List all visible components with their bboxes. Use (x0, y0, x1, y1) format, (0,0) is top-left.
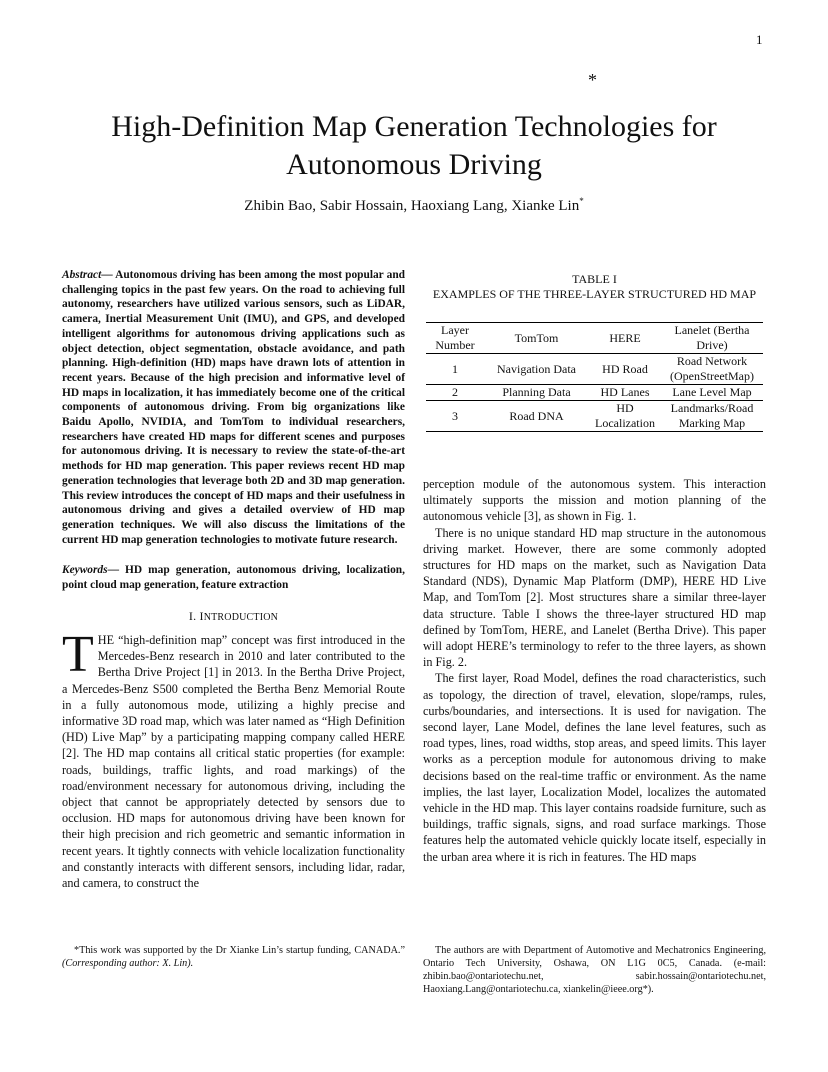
table-cell: 1 (452, 361, 458, 376)
table-title: EXAMPLES OF THE THREE-LAYER STRUCTURED HD MAP (432, 287, 757, 301)
page-number: 1 (756, 32, 763, 47)
table-row (426, 354, 763, 385)
star-mark: * (588, 70, 597, 90)
paragraph-continued: perception module of the autonomous system. This interaction ultimately supports the mission and motion planning of the autonomous vehicle [3], as shown in Fig. 1. (423, 477, 766, 524)
table-cell: HD Road (602, 361, 648, 376)
abstract-dash: — (101, 269, 116, 281)
left-column (62, 268, 405, 891)
keywords-lead: Keywords (62, 564, 108, 577)
table-cell: 3 (452, 408, 458, 423)
paragraph-structures: There is no unique standard HD map structure in the autonomous driving market. However, there are some commonly adopted structures for HD maps on the market, such as Navigation Data Standard (NDS), Dynamic Map Platform (DMP), HERE HD Live Map, and TomTom [2]. Most structures share a similar three-layer data structure. Table I shows the three-layer structured HD map defined by TomTom, HERE, and Lanelet (Bertha Drive). This paper will adopt HERE’s terminology to refer to the three layers, as shown in Fig. 2. (423, 525, 766, 670)
keywords-text: HD map generation, autonomous driving, localization, point cloud map generation, feature extraction (62, 564, 405, 592)
table-cell: Planning Data (502, 385, 571, 399)
corresponding-mark: * (579, 196, 584, 206)
section-head-first: I (199, 608, 204, 623)
section-number: I. (188, 608, 200, 623)
funding-text: *This work was supported by the Dr Xianke Lin’s startup funding, CANADA.” (74, 945, 405, 956)
table-cell: Road DNA (509, 408, 564, 423)
table-cell: Landmarks/Road Marking Map (670, 401, 754, 430)
header-layer-number: Layer Number (435, 323, 475, 352)
table-cell: HD Localization (595, 401, 655, 430)
table-caption (423, 272, 766, 302)
table-label: TABLE I (572, 272, 617, 286)
table-cell: HD Lanes (600, 385, 650, 399)
authors-text: Zhibin Bao, Sabir Hossain, Haoxiang Lang, Xianke Lin (244, 198, 580, 214)
intro-text: HE “high-definition map” concept was first introduced in the Mercedes-Benz research in 2010 and later contributed to the Bertha Drive Project [1] in 2013. In the Bertha Drive Project, a Mercedes-Benz S500 completed the Bertha Benz Memorial Route in a fully autonomous mode, utilizing a highly precise and informative 3D road map, which was later named as “High Definition (HD) Live Map” by a participating mapping company called HERE [2]. The HD map contains all critical static properties (for example: roads, buildings, traffic lights, and road markings) of the road/environment necessary for autonomous driving, including the object that cannot be appropriately detected by sensors due to occlusion. HD maps for autonomous driving have been known for their high precision and rich geometric and semantic information in recent years. It tightly connects with vehicle localization functionality and constantly interacts with different sensors, including lidar, radar, and camera, to construct the (62, 632, 405, 891)
abstract-lead: Abstract (62, 269, 102, 281)
affiliation-footnote: The authors are with Department of Automotive and Mechatronics Engineering, Ontario Tech University, Oshawa, ON L1G 0C5, Canada. (e-mail: zhibin.bao@ontariotechu.net, sabir.hossain@ontariotechu.net, Haoxiang.Lang@ontariotechu.ca, xiankelin@ieee.org*). (423, 945, 766, 995)
author-list (60, 196, 768, 215)
layer-table (426, 322, 763, 432)
paper-title: High-Definition Map Generation Technologies for Autonomous Driving (111, 110, 717, 181)
corresponding-author: (Corresponding author: X. Lin). (62, 958, 194, 969)
section-heading (62, 608, 405, 626)
header-lanelet: Lanelet (Bertha Drive) (674, 323, 750, 352)
funding-footnote (62, 944, 405, 970)
right-column (423, 476, 766, 865)
table-cell: Lane Level Map (672, 385, 752, 399)
table-row (426, 401, 763, 432)
abstract-text: Autonomous driving has been among the most popular and challenging topics in the past few years. On the road to achieving full autonomy, researchers have utilized various sensors, such as LiDAR, camera, Inertial Measurement Unit (IMU), and GPS, and developed intelligent algorithms for autonomous driving applications such as object detection, object segmentation, obstacle avoidance, and path planning. High-definition (HD) maps have drawn lots of attention in recent years. Because of the high precision and informative level of HD maps in localization, it has immediately become one of the critical components of autonomous driving. From big organizations like Baidu Apollo, NVIDIA, and TomTom to individual researchers, researchers have created HD maps for different scenes and purposes for autonomous driving. It is necessary to review the state-of-the-art methods for HD map generation. This paper reviews recent HD map generation technologies that leverage both 2D and 3D map generation. This review introduces the concept of HD maps and their usefulness in autonomous driving and gives a detailed overview of HD map generation techniques. We will also discuss the limitations of the current HD map generation technologies to motivate future research. (62, 269, 406, 546)
header-here: HERE (609, 330, 641, 345)
table-row (426, 385, 763, 401)
abstract (62, 268, 405, 547)
section-head-rest: NTRODUCTION (203, 611, 279, 623)
table-header-row (426, 323, 763, 354)
intro-paragraph (62, 625, 405, 891)
table-cell: 2 (452, 385, 458, 399)
table-cell: Navigation Data (497, 361, 576, 376)
header-tomtom: TomTom (514, 330, 559, 345)
keywords (62, 563, 405, 592)
keywords-dash: — (107, 564, 126, 577)
table-cell: Road Network (OpenStreetMap) (670, 354, 754, 383)
drop-cap: T (62, 625, 94, 683)
paragraph-layers: The first layer, Road Model, defines the road characteristics, such as topology, the direction of travel, elevation, slope/ramps, rules, curbs/boundaries, and intersections. It is used for navigation. The second layer, Lane Model, defines the lane level features, such as road types, lines, road widths, stop areas, and speed limits. This layer works as a perception module for autonomous driving to make decisions based on the real-time traffic or environment. As the name implies, the last layer, Localization Model, localizes the automated vehicle in the HD map. This layer contains roadside furniture, such as buildings, traffic signals, signs, and road surface markings. Those features help the automated vehicle quickly locate itself, especially in the urban area where it is rich in features. The HD maps (423, 671, 766, 864)
